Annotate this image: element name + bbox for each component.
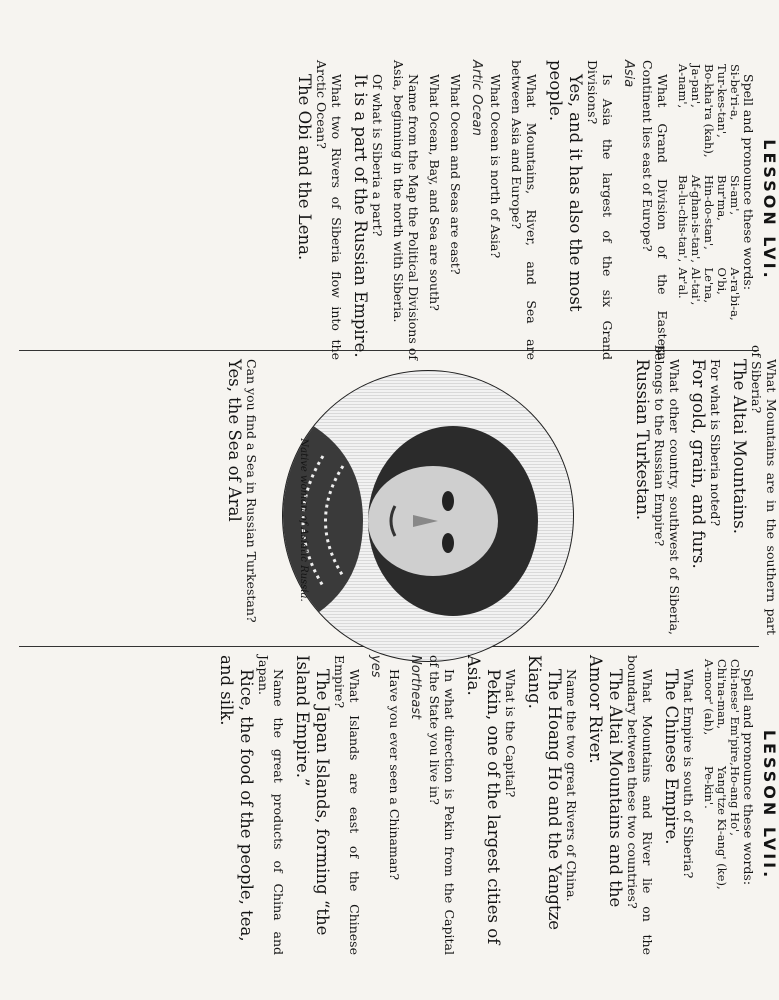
word-item: Hin-do-stan', — [702, 175, 716, 250]
lesson-57-column — [210, 655, 779, 955]
word-item: A-nam', — [676, 64, 690, 109]
word-list — [676, 60, 741, 360]
word-item: Bo-kha'ra (kah), — [702, 64, 716, 158]
question: What Ocean, Bay, and Sea are south? — [427, 74, 442, 311]
question: Have you ever seen a Chinaman? — [387, 669, 402, 881]
question: Name the two great Rivers of China. — [564, 669, 579, 902]
answer: Russian Turkestan. — [633, 359, 652, 521]
word-item — [702, 890, 715, 955]
answer: The Chinese Empire. — [662, 669, 681, 845]
answer: The Japan Islands, forming “the Island Empire.” — [293, 655, 332, 936]
question: Name the great products of China and Japan. — [256, 655, 286, 955]
spell-heading: Spell and pronounce these words: — [741, 74, 756, 291]
word-item: Tur-kes-tan', — [715, 64, 729, 138]
question: Can you find a Sea in Russian Turkestan? — [244, 359, 259, 623]
question: In what direction is Pekin from the Capital of the State you live in? — [427, 655, 457, 955]
question: What Ocean and Seas are east? — [448, 74, 463, 275]
handwritten-answer: Northeast — [408, 655, 423, 720]
question: Of what is Siberia a part? — [370, 74, 385, 237]
question: What Grand Division of the Eastern Continent lies east of Europe? — [640, 60, 670, 360]
question-list — [216, 655, 696, 955]
word-item: A-moor' (ah), — [702, 659, 716, 736]
word-item — [728, 890, 741, 955]
question: What is the Capital? — [503, 669, 518, 798]
answer: The Hoang Ho and the Yangtze Kiang. — [525, 655, 564, 931]
question: Is Asia the largest of the six Grand Divisions? — [585, 60, 615, 360]
answer: The Altai Mountains and the Amoor River. — [586, 655, 625, 908]
spell-heading: Spell and pronounce these words: — [741, 669, 756, 886]
question: For what is Siberia noted? — [708, 359, 723, 527]
word-item: O'bi, — [715, 267, 729, 295]
word-item: Pe-kin'. — [702, 765, 716, 809]
word-item: Si-am', — [728, 175, 742, 216]
question-list — [626, 345, 779, 635]
answer: Pekin, one of the largest cities of Asia. — [464, 655, 503, 945]
lesson-56-title: LESSON LVI. — [760, 139, 779, 281]
word-item: A-ra'bi-a, — [728, 267, 742, 321]
word-item: Ho-ang Ho', — [728, 765, 742, 836]
word-item: Ar'al. — [676, 267, 690, 299]
question-list — [218, 345, 259, 635]
word-item: Chi-nese' Em'pire, — [728, 659, 742, 766]
word-item: Si-be'ri-a, — [728, 64, 742, 121]
word-item: Al-tai', — [689, 267, 703, 306]
answer: The Altai Mountains. — [730, 359, 749, 534]
question: What Islands are east of the Chinese Empire? — [332, 655, 362, 955]
word-item: Le'na, — [702, 267, 716, 304]
answer: The Obi and the Lena. — [295, 74, 314, 261]
word-item: Bur'ma, — [715, 175, 729, 221]
handwritten-answer: yes — [368, 655, 383, 678]
question: What Mountains and River lie on the boundary between these two countries? — [625, 655, 655, 955]
answer: For gold, grain, and furs. — [689, 359, 708, 569]
answer: Rice, the food of the people, tea, and silk. — [217, 655, 256, 942]
answer: Yes, and it has also the most people. — [546, 60, 585, 312]
word-item — [715, 890, 728, 955]
portrait-caption: Native woman of Asiatic Russia. — [298, 438, 309, 602]
handwritten-answer: Artic Ocean — [469, 60, 484, 136]
word-item: Ba-lu-chis-tan', — [676, 175, 690, 263]
lesson-57-title: LESSON LVII. — [760, 729, 779, 881]
question: What Mountains are in the southern part of Siberia? — [749, 345, 779, 635]
lesson-56-column — [288, 60, 779, 360]
answer: It is a part of the Russian Empire. — [351, 74, 370, 358]
question: What Mountains, River, and Sea are between Asia and Europe? — [509, 60, 539, 360]
question: What other country, southwest of Siberia, belongs to the Russian Empire? — [652, 345, 682, 635]
question: What two Rivers of Siberia flow into the Arctic Ocean? — [314, 60, 344, 360]
woman-portrait-icon — [283, 371, 573, 661]
question-list — [294, 60, 670, 360]
question: What Empire is south of Siberia? — [681, 669, 696, 879]
word-list — [702, 655, 741, 955]
word-item: Yang'tze Ki-ang' (ke), — [715, 765, 729, 890]
word-item: Af-ghan-is-tan', — [689, 175, 703, 263]
word-item: Chi'na-man, — [715, 659, 729, 730]
word-item: Ja-pan', — [689, 64, 703, 108]
answer: Yes, the Sea of Aral — [225, 359, 244, 522]
portrait-engraving — [282, 370, 574, 662]
handwritten-answer: Asia — [621, 60, 636, 88]
question: What Ocean is north of Asia? — [488, 74, 503, 259]
question: Name from the Map the Political Divisions of Asia, beginning in the north with Siberia. — [391, 60, 421, 360]
